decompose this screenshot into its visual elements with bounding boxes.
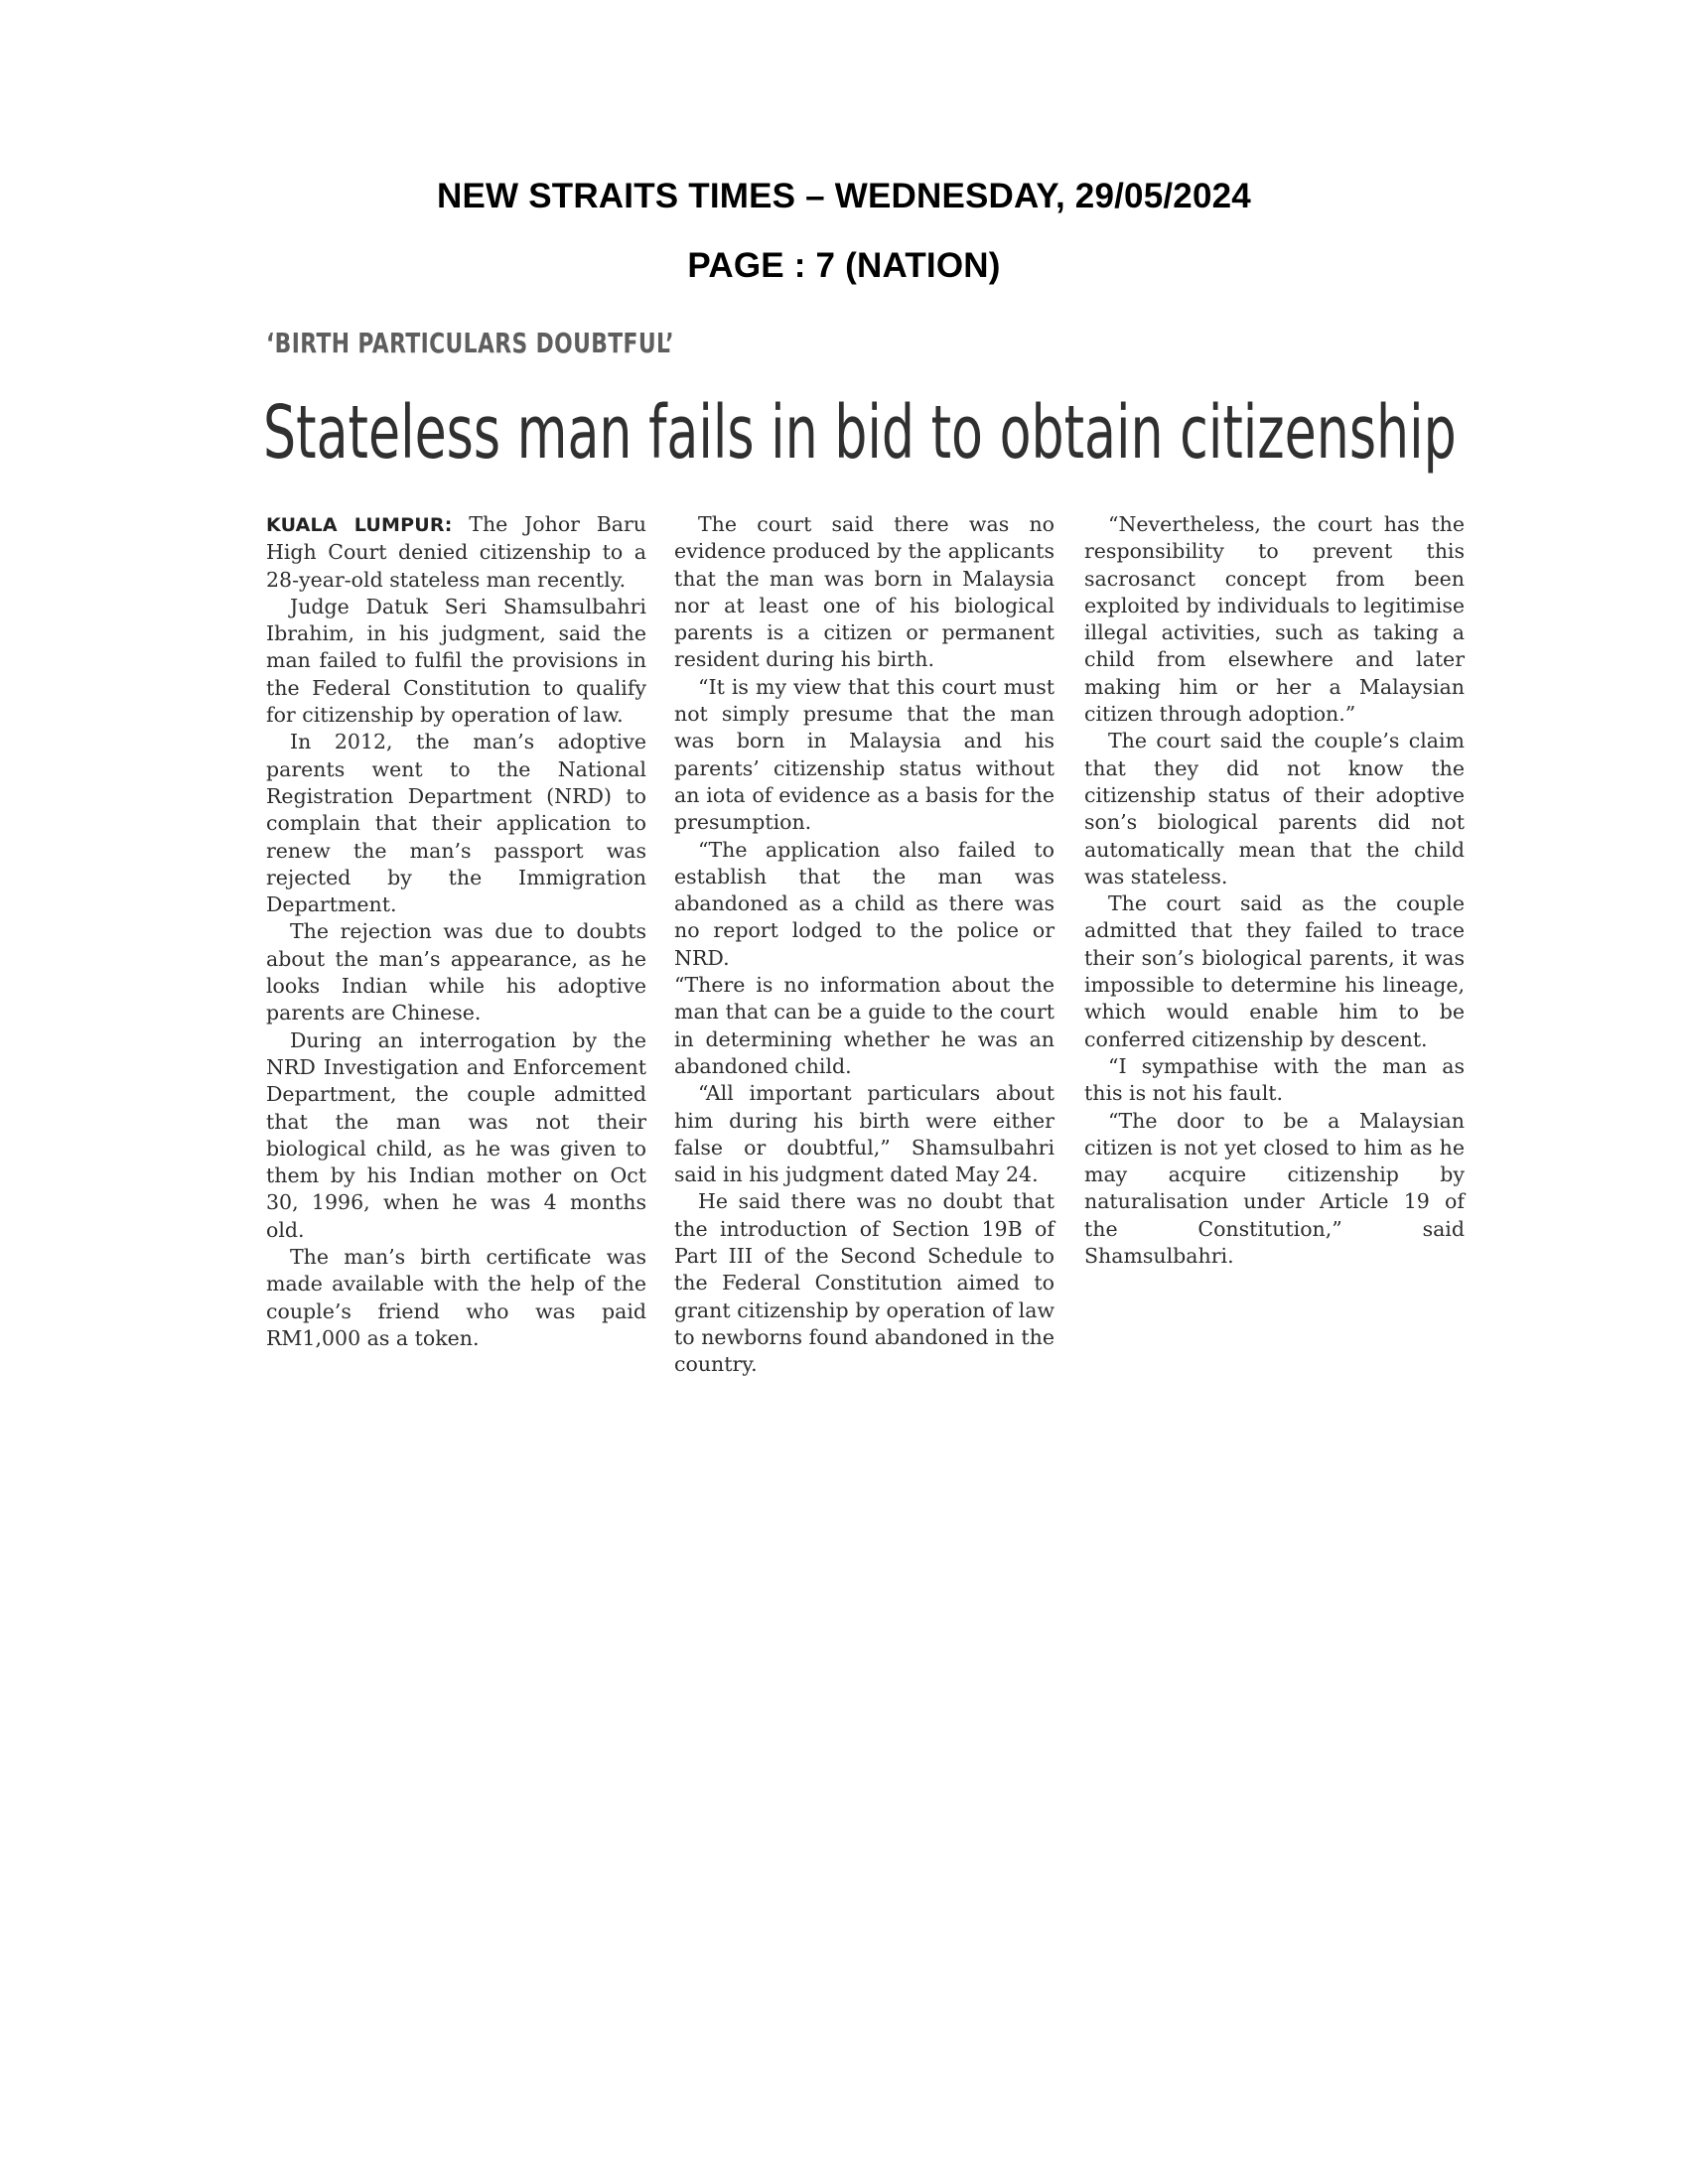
article-paragraph: The man’s birth certificate was made available with the help of the couple’s friend who was paid RM1,000 as a token. <box>266 1245 646 1350</box>
dateline: KUALA LUMPUR: <box>266 514 453 536</box>
article-paragraph: “It is my view that this court must not simply presume that the man was born in Malaysia and his parents’ citizenship status without an iota of evidence as a basis for the presumption. <box>674 674 1055 835</box>
article-paragraph: “I sympathise with the man as this is not his fault. <box>1084 1053 1465 1106</box>
article-paragraph: “Nevertheless, the court has the responsibility to prevent this sacrosanct concept from been exploited by individuals to legitimise illegal activities, such as taking a child from elsewhere and later making him or her a Malaysian citizen through adoption.” <box>1084 512 1465 727</box>
article-paragraph: The court said there was no evidence produced by the applicants that the man was born in Malaysia nor at least one of his biological parents is a citizen or permanent resident during his birth. <box>674 512 1055 672</box>
article-paragraph: In 2012, the man’s adoptive parents went to the National Registration Department (NRD) to complain that their application to renew the man’s passport was rejected by the Immigration Department. <box>266 730 646 917</box>
article-column-1 <box>266 511 646 1352</box>
article-paragraph: The rejection was due to doubts about the man’s appearance, as he looks Indian while his adoptive parents are Chinese. <box>266 919 646 1025</box>
article-paragraph: The court said the couple’s claim that they did not know the citizenship status of their adoptive son’s biological parents did not automatically mean that the child was stateless. <box>1084 729 1465 888</box>
article-paragraph: Judge Datuk Seri Shamsulbahri Ibrahim, in his judgment, said the man failed to fulfil the provisions in the Federal Constitution to qualify for citizenship by operation of law. <box>266 594 646 728</box>
article-column-2 <box>674 511 1055 1379</box>
page-header: PAGE : 7 (NATION) <box>687 246 1001 285</box>
article-paragraph: “There is no information about the man that can be a guide to the court in determining whether he was an abandoned child. <box>674 973 1055 1078</box>
article-column-3 <box>1084 511 1465 1270</box>
article-paragraph <box>266 511 646 594</box>
article-paragraph: “The application also failed to establish that the man was abandoned as a child as there was no report lodged to the police or NRD. <box>674 837 1055 970</box>
article-headline: Stateless man fails in bid to obtain citizenship <box>263 390 1457 476</box>
article-paragraph: The court said as the couple admitted that they failed to trace their son’s biological parents, it was impossible to determine his lineage, which would enable him to be conferred citizenship by descent. <box>1084 891 1465 1051</box>
article-paragraph-text: The Johor Baru High Court denied citizenship to a 28-year-old stateless man recently. <box>266 512 646 592</box>
article-paragraph: He said there was no doubt that the introduction of Section 19B of Part III of the Second Schedule to the Federal Constitution aimed to grant citizenship by operation of law to newborns found abandoned in the country. <box>674 1189 1055 1377</box>
article-kicker: ‘BIRTH PARTICULARS DOUBTFUL’ <box>266 327 674 359</box>
article-paragraph: “All important particulars about him during his birth were either false or doubtful,” Shamsulbahri said in his judgment dated May 24. <box>674 1081 1055 1187</box>
article-paragraph: “The door to be a Malaysian citizen is not yet closed to him as he may acquire citizenship by naturalisation under Article 19 of the Constitution,” said Shamsulbahri. <box>1084 1108 1465 1269</box>
publication-header: NEW STRAITS TIMES – WEDNESDAY, 29/05/2024 <box>437 177 1251 215</box>
article-paragraph: During an interrogation by the NRD Investigation and Enforcement Department, the couple admitted that the man was not their biological child, as he was given to them by his Indian mother on Oct 30, 1996, when he was 4 months old. <box>266 1027 646 1242</box>
news-clipping <box>263 318 1484 1390</box>
